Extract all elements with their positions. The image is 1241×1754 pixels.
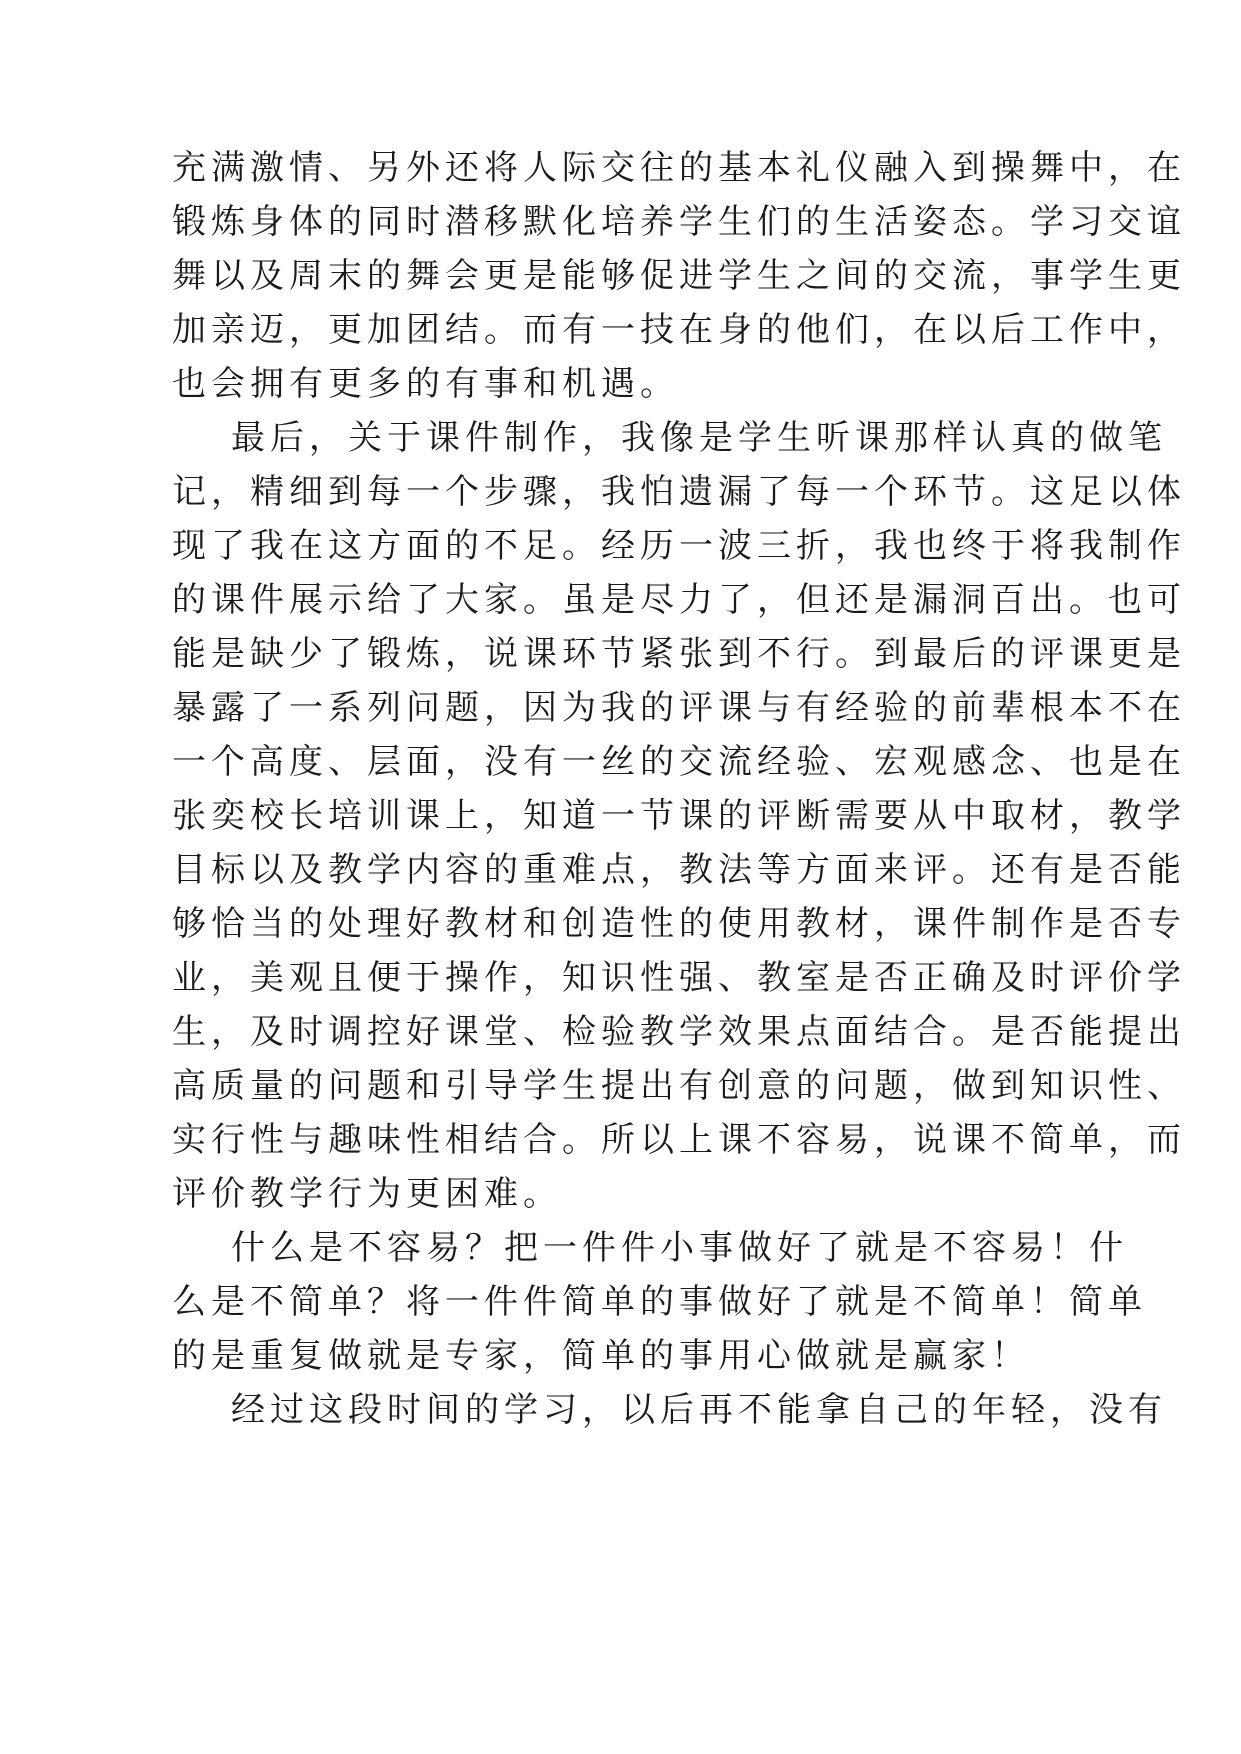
text-line: 什么是不容易？把一件件小事做好了就是不容易！什 [231, 1228, 1128, 1268]
text-line: 实行性与趣味性相结合。所以上课不容易，说课不简单，而 [172, 1120, 1186, 1160]
text-line: 一个高度、层面，没有一丝的交流经验、宏观感念、也是在 [172, 742, 1186, 782]
text-line: 够恰当的处理好教材和创造性的使用教材，课件制作是否专 [172, 904, 1186, 944]
text-line: 生，及时调控好课堂、检验教学效果点面结合。是否能提出 [172, 1012, 1186, 1052]
text-line: 的课件展示给了大家。虽是尽力了，但还是漏洞百出。也可 [172, 580, 1186, 620]
text-line: 现了我在这方面的不足。经历一波三折，我也终于将我制作 [172, 526, 1186, 566]
text-line: 充满激情、另外还将人际交往的基本礼仪融入到操舞中，在 [172, 148, 1186, 188]
text-line: 张奕校长培训课上，知道一节课的评断需要从中取材，教学 [172, 796, 1186, 836]
text-line: 高质量的问题和引导学生提出有创意的问题，做到知识性、 [172, 1066, 1186, 1106]
text-line: 评价教学行为更困难。 [172, 1174, 562, 1214]
text-line: 暴露了一系列问题，因为我的评课与有经验的前辈根本不在 [172, 688, 1186, 728]
text-line: 经过这段时间的学习，以后再不能拿自己的年轻，没有 [231, 1390, 1167, 1430]
text-line: 记，精细到每一个步骤，我怕遗漏了每一个环节。这足以体 [172, 472, 1186, 512]
text-line: 舞以及周末的舞会更是能够促进学生之间的交流，事学生更 [172, 256, 1186, 296]
text-line: 也会拥有更多的有事和机遇。 [172, 364, 679, 404]
text-line: 的是重复做就是专家，简单的事用心做就是赢家！ [172, 1336, 1030, 1376]
text-line: 加亲迈，更加团结。而有一技在身的他们，在以后工作中， [172, 310, 1186, 350]
text-line: 业，美观且便于操作，知识性强、教室是否正确及时评价学 [172, 958, 1186, 998]
text-line: 锻炼身体的同时潜移默化培养学生们的生活姿态。学习交谊 [172, 202, 1186, 242]
text-line: 能是缺少了锻炼，说课环节紧张到不行。到最后的评课更是 [172, 634, 1186, 674]
text-line: 目标以及教学内容的重难点，教法等方面来评。还有是否能 [172, 850, 1186, 890]
text-line: 最后，关于课件制作，我像是学生听课那样认真的做笔 [231, 418, 1167, 458]
text-line: 么是不简单？将一件件简单的事做好了就是不简单！简单 [172, 1282, 1147, 1322]
